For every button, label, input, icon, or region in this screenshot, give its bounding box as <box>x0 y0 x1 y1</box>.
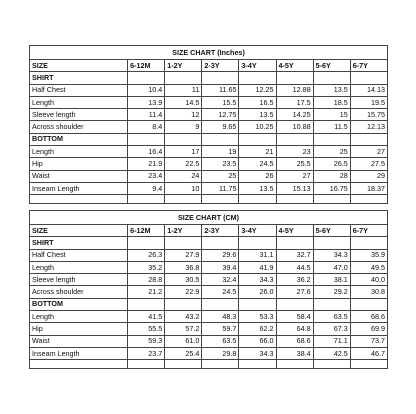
measurement-value: 49.5 <box>350 261 387 273</box>
size-header: SIZE <box>30 225 128 237</box>
measurement-value: 59.7 <box>202 323 239 335</box>
empty-cell <box>350 237 387 249</box>
measurement-value: 9.4 <box>128 182 165 194</box>
empty-cell <box>239 195 276 204</box>
empty-cell <box>165 298 202 310</box>
section-row <box>30 133 388 145</box>
measurement-value: 27.6 <box>276 286 313 298</box>
measurement-value: 15.13 <box>276 182 313 194</box>
measurement-label: Sleeve length <box>30 274 128 286</box>
measurement-value: 22.5 <box>165 158 202 170</box>
measurement-label: Sleeve length <box>30 109 128 121</box>
empty-cell <box>128 133 165 145</box>
size-column-header: 6-7Y <box>350 225 387 237</box>
measurement-value: 34.3 <box>239 274 276 286</box>
empty-cell <box>313 360 350 369</box>
measurement-value: 66.0 <box>239 335 276 347</box>
empty-cell <box>276 298 313 310</box>
measurement-value: 35.2 <box>128 261 165 273</box>
empty-cell <box>165 360 202 369</box>
blank-row <box>30 360 388 369</box>
table-row <box>30 96 388 108</box>
measurement-value: 17.5 <box>276 96 313 108</box>
measurement-label: Hip <box>30 323 128 335</box>
measurement-value: 11.65 <box>202 84 239 96</box>
measurement-value: 24.5 <box>202 286 239 298</box>
empty-cell <box>239 72 276 84</box>
size-column-header: 1-2Y <box>165 225 202 237</box>
measurement-value: 19 <box>202 146 239 158</box>
table-row <box>30 146 388 158</box>
empty-cell <box>350 195 387 204</box>
measurement-value: 12.88 <box>276 84 313 96</box>
measurement-value: 24.5 <box>239 158 276 170</box>
measurement-value: 27.5 <box>350 158 387 170</box>
empty-cell <box>128 298 165 310</box>
empty-cell <box>313 72 350 84</box>
measurement-label: Length <box>30 146 128 158</box>
measurement-value: 15 <box>313 109 350 121</box>
empty-cell <box>128 237 165 249</box>
measurement-value: 11.4 <box>128 109 165 121</box>
empty-cell <box>350 133 387 145</box>
measurement-value: 13.5 <box>313 84 350 96</box>
measurement-value: 34.3 <box>239 347 276 359</box>
empty-cell <box>239 298 276 310</box>
measurement-label: Inseam Length <box>30 182 128 194</box>
measurement-value: 12.13 <box>350 121 387 133</box>
measurement-value: 23.5 <box>202 158 239 170</box>
measurement-value: 29.8 <box>202 347 239 359</box>
table-row <box>30 84 388 96</box>
measurement-label: Across shoulder <box>30 286 128 298</box>
measurement-value: 62.2 <box>239 323 276 335</box>
measurement-value: 27 <box>350 146 387 158</box>
measurement-value: 8.4 <box>128 121 165 133</box>
empty-cell <box>239 360 276 369</box>
measurement-value: 67.3 <box>313 323 350 335</box>
empty-cell <box>165 72 202 84</box>
measurement-value: 19.5 <box>350 96 387 108</box>
measurement-value: 63.5 <box>202 335 239 347</box>
measurement-value: 29.2 <box>313 286 350 298</box>
empty-cell <box>165 133 202 145</box>
header-row <box>30 225 388 237</box>
measurement-value: 64.8 <box>276 323 313 335</box>
empty-cell <box>276 72 313 84</box>
measurement-value: 13.9 <box>128 96 165 108</box>
measurement-value: 12.25 <box>239 84 276 96</box>
empty-cell <box>350 360 387 369</box>
measurement-label: Waist <box>30 170 128 182</box>
measurement-value: 23 <box>276 146 313 158</box>
measurement-value: 10.25 <box>239 121 276 133</box>
table-row <box>30 170 388 182</box>
empty-cell <box>276 133 313 145</box>
measurement-value: 41.5 <box>128 311 165 323</box>
empty-cell <box>350 298 387 310</box>
size-column-header: 2-3Y <box>202 225 239 237</box>
measurement-value: 15.75 <box>350 109 387 121</box>
measurement-value: 44.5 <box>276 261 313 273</box>
header-row <box>30 60 388 72</box>
section-row <box>30 237 388 249</box>
table-row <box>30 274 388 286</box>
measurement-label: Inseam Length <box>30 347 128 359</box>
size-column-header: 6-12M <box>128 225 165 237</box>
empty-cell <box>202 360 239 369</box>
empty-cell <box>313 298 350 310</box>
section-label: BOTTOM <box>30 133 128 145</box>
measurement-value: 47.0 <box>313 261 350 273</box>
blank-row <box>30 195 388 204</box>
empty-cell <box>202 72 239 84</box>
empty-cell <box>276 195 313 204</box>
empty-cell <box>202 195 239 204</box>
table-row <box>30 158 388 170</box>
measurement-value: 69.9 <box>350 323 387 335</box>
measurement-value: 58.4 <box>276 311 313 323</box>
measurement-value: 38.4 <box>276 347 313 359</box>
measurement-value: 10 <box>165 182 202 194</box>
empty-cell <box>313 133 350 145</box>
size-column-header: 1-2Y <box>165 60 202 72</box>
measurement-value: 14.13 <box>350 84 387 96</box>
empty-cell <box>128 72 165 84</box>
measurement-value: 35.9 <box>350 249 387 261</box>
empty-cell <box>202 133 239 145</box>
measurement-value: 16.75 <box>313 182 350 194</box>
measurement-value: 68.6 <box>350 311 387 323</box>
measurement-value: 36.2 <box>276 274 313 286</box>
empty-cell <box>313 237 350 249</box>
measurement-value: 28 <box>313 170 350 182</box>
section-label: SHIRT <box>30 237 128 249</box>
measurement-value: 26 <box>239 170 276 182</box>
size-header: SIZE <box>30 60 128 72</box>
size-column-header: 3-4Y <box>239 225 276 237</box>
measurement-value: 30.5 <box>165 274 202 286</box>
empty-cell <box>165 237 202 249</box>
title-row <box>30 46 388 60</box>
empty-cell <box>276 237 313 249</box>
section-label: SHIRT <box>30 72 128 84</box>
empty-cell <box>30 360 128 369</box>
measurement-value: 41.9 <box>239 261 276 273</box>
measurement-value: 10.88 <box>276 121 313 133</box>
measurement-value: 15.5 <box>202 96 239 108</box>
measurement-label: Waist <box>30 335 128 347</box>
section-label: BOTTOM <box>30 298 128 310</box>
size-column-header: 2-3Y <box>202 60 239 72</box>
table-row <box>30 335 388 347</box>
measurement-value: 13.5 <box>239 182 276 194</box>
table-row <box>30 323 388 335</box>
empty-cell <box>165 195 202 204</box>
measurement-value: 11.75 <box>202 182 239 194</box>
measurement-value: 18.5 <box>313 96 350 108</box>
measurement-label: Half Chest <box>30 84 128 96</box>
measurement-value: 38.1 <box>313 274 350 286</box>
empty-cell <box>202 237 239 249</box>
empty-cell <box>128 360 165 369</box>
empty-cell <box>202 298 239 310</box>
size-column-header: 4-5Y <box>276 225 313 237</box>
table-row <box>30 109 388 121</box>
size-column-header: 5-6Y <box>313 225 350 237</box>
measurement-value: 39.4 <box>202 261 239 273</box>
empty-cell <box>30 195 128 204</box>
measurement-value: 63.5 <box>313 311 350 323</box>
measurement-label: Length <box>30 261 128 273</box>
size-column-header: 6-7Y <box>350 60 387 72</box>
measurement-value: 16.5 <box>239 96 276 108</box>
measurement-value: 11.5 <box>313 121 350 133</box>
measurement-value: 9.65 <box>202 121 239 133</box>
chart-title: SIZE CHART (Inches) <box>30 46 388 60</box>
measurement-value: 12 <box>165 109 202 121</box>
measurement-value: 40.0 <box>350 274 387 286</box>
measurement-value: 10.4 <box>128 84 165 96</box>
measurement-value: 28.8 <box>128 274 165 286</box>
measurement-label: Length <box>30 96 128 108</box>
title-row <box>30 211 388 225</box>
size-column-header: 5-6Y <box>313 60 350 72</box>
table-row <box>30 261 388 273</box>
measurement-value: 25.5 <box>276 158 313 170</box>
table-row <box>30 121 388 133</box>
empty-cell <box>276 360 313 369</box>
measurement-value: 55.5 <box>128 323 165 335</box>
table-row <box>30 286 388 298</box>
empty-cell <box>313 195 350 204</box>
measurement-value: 53.3 <box>239 311 276 323</box>
measurement-value: 71.1 <box>313 335 350 347</box>
table-row <box>30 311 388 323</box>
section-row <box>30 72 388 84</box>
table-row <box>30 347 388 359</box>
measurement-label: Half Chest <box>30 249 128 261</box>
measurement-value: 22.9 <box>165 286 202 298</box>
size-chart-cm-table <box>29 210 388 369</box>
measurement-value: 18.37 <box>350 182 387 194</box>
measurement-value: 21.2 <box>128 286 165 298</box>
measurement-value: 25 <box>313 146 350 158</box>
measurement-value: 30.8 <box>350 286 387 298</box>
empty-cell <box>239 133 276 145</box>
chart-title: SIZE CHART (CM) <box>30 211 388 225</box>
measurement-label: Across shoulder <box>30 121 128 133</box>
measurement-value: 27 <box>276 170 313 182</box>
empty-cell <box>350 72 387 84</box>
measurement-value: 59.3 <box>128 335 165 347</box>
measurement-value: 26.0 <box>239 286 276 298</box>
measurement-value: 25.4 <box>165 347 202 359</box>
measurement-value: 42.5 <box>313 347 350 359</box>
measurement-value: 21.9 <box>128 158 165 170</box>
empty-cell <box>128 195 165 204</box>
measurement-value: 61.0 <box>165 335 202 347</box>
measurement-value: 36.8 <box>165 261 202 273</box>
measurement-value: 46.7 <box>350 347 387 359</box>
measurement-value: 17 <box>165 146 202 158</box>
measurement-value: 34.3 <box>313 249 350 261</box>
section-row <box>30 298 388 310</box>
measurement-value: 73.7 <box>350 335 387 347</box>
measurement-value: 32.7 <box>276 249 313 261</box>
measurement-value: 23.7 <box>128 347 165 359</box>
empty-cell <box>239 237 276 249</box>
table-row <box>30 249 388 261</box>
measurement-value: 57.2 <box>165 323 202 335</box>
measurement-value: 13.5 <box>239 109 276 121</box>
measurement-value: 48.3 <box>202 311 239 323</box>
measurement-value: 16.4 <box>128 146 165 158</box>
measurement-value: 29.6 <box>202 249 239 261</box>
measurement-value: 26.3 <box>128 249 165 261</box>
size-column-header: 6-12M <box>128 60 165 72</box>
measurement-value: 11 <box>165 84 202 96</box>
measurement-value: 24 <box>165 170 202 182</box>
measurement-value: 14.5 <box>165 96 202 108</box>
measurement-value: 68.6 <box>276 335 313 347</box>
size-column-header: 3-4Y <box>239 60 276 72</box>
size-column-header: 4-5Y <box>276 60 313 72</box>
measurement-value: 27.9 <box>165 249 202 261</box>
measurement-value: 43.2 <box>165 311 202 323</box>
measurement-value: 25 <box>202 170 239 182</box>
measurement-value: 9 <box>165 121 202 133</box>
table-row <box>30 182 388 194</box>
measurement-value: 14.25 <box>276 109 313 121</box>
measurement-label: Hip <box>30 158 128 170</box>
measurement-value: 23.4 <box>128 170 165 182</box>
measurement-value: 31.1 <box>239 249 276 261</box>
measurement-value: 29 <box>350 170 387 182</box>
size-chart-inches-table <box>29 45 388 204</box>
measurement-label: Length <box>30 311 128 323</box>
measurement-value: 12.75 <box>202 109 239 121</box>
measurement-value: 21 <box>239 146 276 158</box>
measurement-value: 26.5 <box>313 158 350 170</box>
measurement-value: 32.4 <box>202 274 239 286</box>
